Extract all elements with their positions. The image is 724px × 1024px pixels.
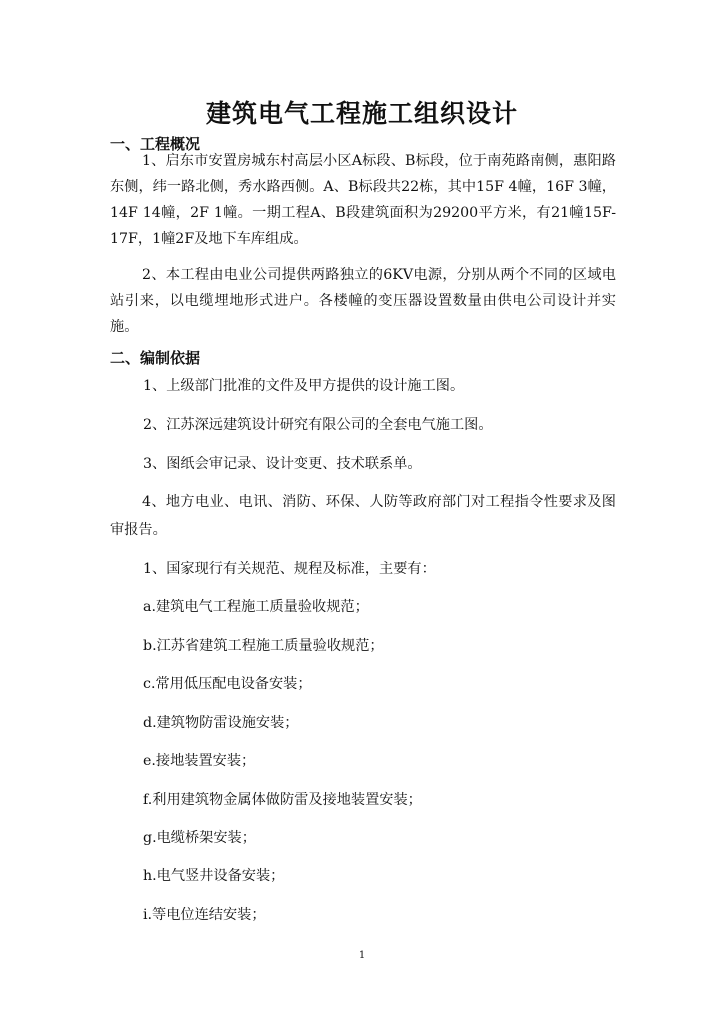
section-heading-basis: 二、编制依据 — [110, 349, 201, 367]
overview-paragraph-1-text: 1、启东市安置房城东村高层小区A标段、B标段，位于南苑路南侧，惠阳路东侧，纬一路北侧，秀水路西侧。A、B标段共22栋，其中15F 4幢，16F 3幢，14F 14幢，2F 1幢。一期工程A、B段建筑面积为29200平方米，有21幢15F-17F，1幢2F及地下车库组成。 — [110, 153, 616, 247]
document-title: 建筑电气工程施工组织设计 — [205, 99, 518, 128]
overview-paragraph-2 — [110, 262, 616, 340]
standard-item-a: a.建筑电气工程施工质量验收规范； — [143, 599, 369, 615]
page-number: 1 — [358, 950, 366, 961]
overview-paragraph-1 — [110, 148, 616, 252]
basis-item-3: 3、图纸会审记录、设计变更、技术联系单。 — [143, 456, 422, 472]
standard-item-i: i.等电位连结安装； — [143, 907, 266, 923]
overview-paragraph-2-text: 2、本工程由电业公司提供两路独立的6KV电源，分别从两个不同的区域电站引来，以电缆埋地形式进户。各楼幢的变压器设置数量由供电公司设计并实施。 — [110, 267, 616, 335]
standard-item-c: c.常用低压配电设备安装； — [143, 676, 312, 692]
standards-intro: 1、国家现行有关规范、规程及标准，主要有： — [143, 561, 436, 577]
basis-item-1: 1、上级部门批准的文件及甲方提供的设计施工图。 — [143, 378, 465, 394]
section-heading-overview: 一、工程概况 — [110, 135, 201, 153]
standard-item-b: b.江苏省建筑工程施工质量验收规范； — [143, 638, 384, 654]
standard-item-e: e.接地装置安装； — [143, 753, 256, 769]
standard-item-h: h.电气竖井设备安装； — [143, 868, 285, 884]
basis-item-2: 2、江苏深远建筑设计研究有限公司的全套电气施工图。 — [143, 417, 493, 433]
standard-item-d: d.建筑物防雷设施安装； — [143, 715, 299, 731]
standard-item-f: f.利用建筑物金属体做防雷及接地装置安装； — [143, 792, 422, 808]
standard-item-g: g.电缆桥架安装； — [143, 830, 256, 846]
basis-item-4 — [110, 488, 616, 544]
basis-item-4-text: 4、地方电业、电讯、消防、环保、人防等政府部门对工程指令性要求及图审报告。 — [110, 494, 616, 538]
